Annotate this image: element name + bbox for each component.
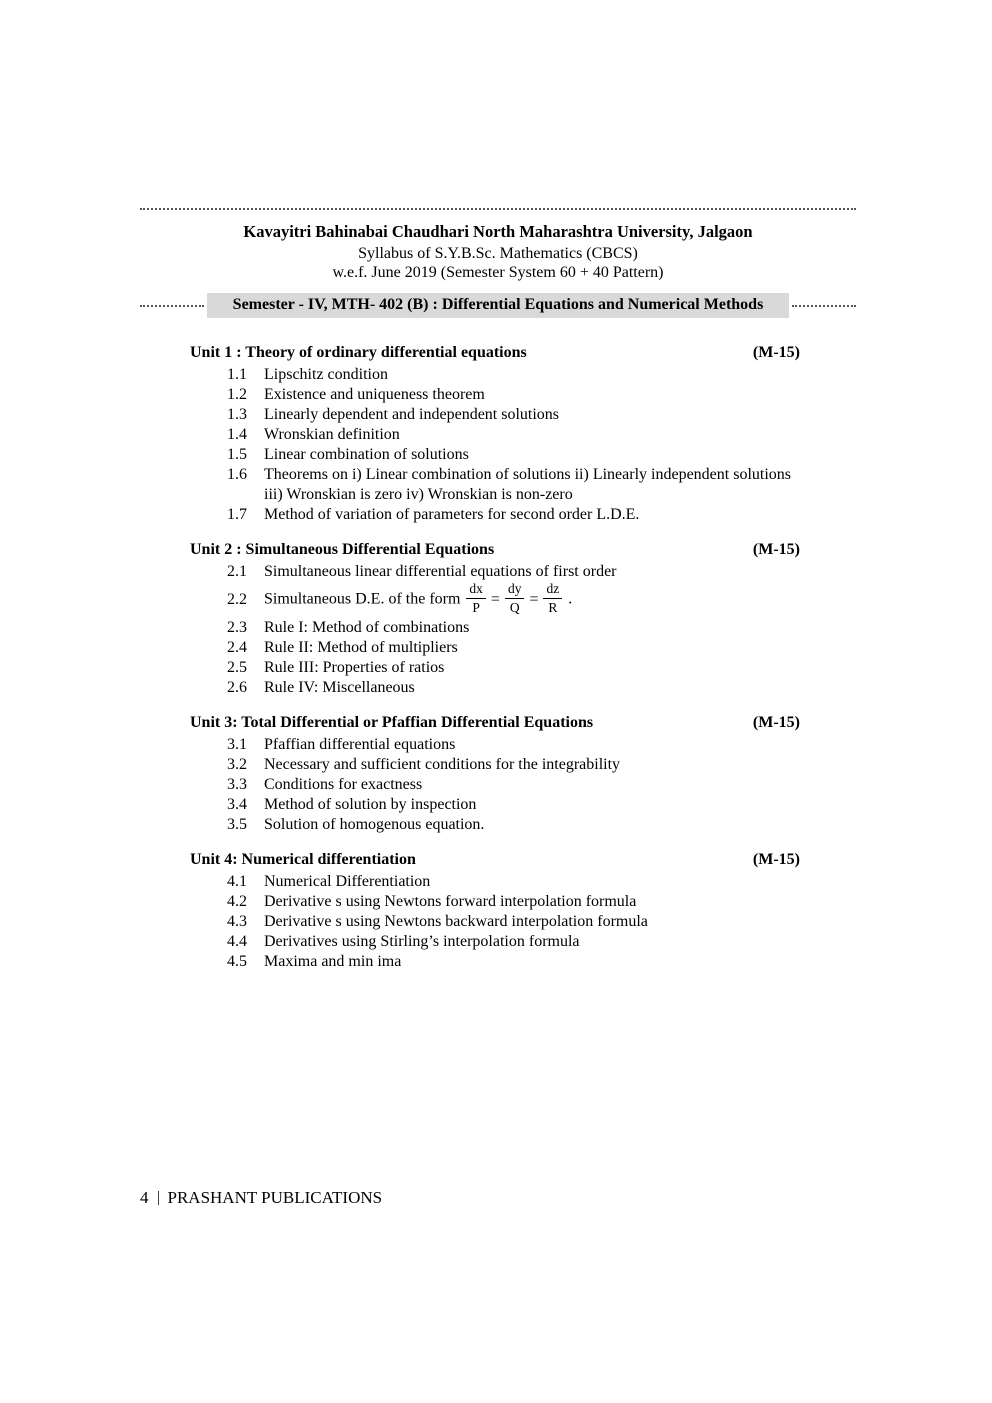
syllabus-item <box>227 425 800 445</box>
item-text: Derivative s using Newtons backward interpolation formula <box>264 913 648 930</box>
unit-title: Unit 4: Numerical differentiation <box>190 851 416 868</box>
fraction-numerator: dx <box>466 581 486 599</box>
unit-marks: (M-15) <box>752 714 800 731</box>
syllabus-item <box>227 872 800 892</box>
item-number: 3.5 <box>227 816 247 833</box>
item-number: 1.5 <box>227 446 247 463</box>
fraction-denominator: R <box>548 599 558 615</box>
unit-title: Unit 2 : Simultaneous Differential Equations <box>190 541 495 558</box>
item-number: 3.4 <box>227 796 247 813</box>
syllabus-item <box>227 912 800 932</box>
item-number: 1.4 <box>227 426 247 443</box>
fraction-denominator: P <box>472 599 480 615</box>
item-text <box>264 580 800 617</box>
item-number: 1.2 <box>227 386 247 403</box>
page-footer <box>140 1188 382 1208</box>
semester-banner-title: Semester - IV, MTH- 402 (B) : Differential Equations and Numerical Methods <box>207 293 789 318</box>
item-text-before: Simultaneous D.E. of the form <box>264 590 465 608</box>
units-container <box>140 342 856 972</box>
item-number: 4.3 <box>227 913 247 930</box>
unit-title: Unit 3: Total Differential or Pfaffian Differential Equations <box>190 714 594 731</box>
syllabus-item <box>227 775 800 795</box>
item-text: Lipschitz condition <box>264 366 388 383</box>
syllabus-item <box>227 505 800 525</box>
syllabus-item <box>227 562 800 582</box>
item-number: 1.6 <box>227 466 247 483</box>
item-text: Rule II: Method of multipliers <box>264 639 458 656</box>
item-text: Linear combination of solutions <box>264 446 469 463</box>
item-text: Numerical Differentiation <box>264 873 431 890</box>
page-header <box>140 222 856 282</box>
unit-header <box>190 539 800 560</box>
syllabus-item <box>227 892 800 912</box>
unit-header <box>190 342 800 363</box>
unit-header <box>190 849 800 870</box>
item-text: Method of variation of parameters for second order L.D.E. <box>264 506 640 523</box>
unit-marks: (M-15) <box>752 541 800 558</box>
unit-section <box>190 539 800 698</box>
item-text: Rule I: Method of combinations <box>264 619 470 636</box>
item-number: 2.2 <box>227 591 247 608</box>
syllabus-line: Syllabus of S.Y.B.Sc. Mathematics (CBCS) <box>358 245 638 262</box>
syllabus-item <box>227 678 800 698</box>
syllabus-item <box>227 405 800 425</box>
item-number: 4.2 <box>227 893 247 910</box>
item-text: Conditions for exactness <box>264 776 423 793</box>
syllabus-item <box>227 658 800 678</box>
item-text-after: . <box>564 590 573 608</box>
syllabus-item <box>227 385 800 405</box>
item-number: 4.4 <box>227 933 247 950</box>
item-number: 2.3 <box>227 619 247 636</box>
item-text: Pfaffian differential equations <box>264 736 456 753</box>
item-text: Derivatives using Stirling’s interpolation formula <box>264 933 580 950</box>
item-text: Rule III: Properties of ratios <box>264 659 445 676</box>
item-text: Solution of homogenous equation. <box>264 816 485 833</box>
item-number: 3.2 <box>227 756 247 773</box>
item-text: Linearly dependent and independent solutions <box>264 406 560 423</box>
equals-sign: = <box>529 590 539 608</box>
item-text: Theorems on i) Linear combination of solutions ii) Linearly independent solutions iii) Wronskian is zero iv) Wronskian is non-zero <box>264 466 791 503</box>
syllabus-item <box>227 638 800 658</box>
unit-header <box>190 712 800 733</box>
page-number: 4 <box>140 1188 149 1207</box>
item-text: Existence and uniqueness theorem <box>264 386 485 403</box>
item-text: Wronskian definition <box>264 426 400 443</box>
item-text: Derivative s using Newtons forward interpolation formula <box>264 893 637 910</box>
syllabus-item <box>227 795 800 815</box>
syllabus-item <box>227 365 800 385</box>
unit-title: Unit 1 : Theory of ordinary differential equations <box>190 344 527 361</box>
fraction-denominator: Q <box>509 599 520 615</box>
item-number: 2.5 <box>227 659 247 676</box>
item-number: 3.3 <box>227 776 247 793</box>
fraction-numerator: dy <box>505 581 525 599</box>
wef-line: w.e.f. June 2019 (Semester System 60 + 40 Pattern) <box>332 264 664 281</box>
item-number: 1.7 <box>227 506 247 523</box>
syllabus-item <box>227 815 800 835</box>
equals-sign: = <box>490 590 500 608</box>
item-number: 2.1 <box>227 563 247 580</box>
item-number: 3.1 <box>227 736 247 753</box>
fraction <box>505 581 525 615</box>
publisher-name: PRASHANT PUBLICATIONS <box>167 1188 383 1207</box>
footer-separator <box>158 1191 159 1205</box>
fraction-numerator: dz <box>543 581 562 599</box>
banner-dotted-right <box>792 305 856 307</box>
semester-banner-row <box>140 293 856 318</box>
item-number: 1.1 <box>227 366 247 383</box>
item-text: Simultaneous linear differential equations of first order <box>264 563 617 580</box>
syllabus-item <box>227 582 800 618</box>
syllabus-item <box>227 735 800 755</box>
unit-marks: (M-15) <box>752 851 800 868</box>
unit-section <box>190 342 800 525</box>
page-content <box>140 208 856 986</box>
syllabus-item <box>227 755 800 775</box>
syllabus-item <box>227 445 800 465</box>
unit-section <box>190 849 800 972</box>
fraction <box>466 581 486 615</box>
item-text: Rule IV: Miscellaneous <box>264 679 415 696</box>
item-text: Method of solution by inspection <box>264 796 477 813</box>
item-text: Necessary and sufficient conditions for the integrability <box>264 756 621 773</box>
syllabus-item <box>227 618 800 638</box>
syllabus-item <box>227 932 800 952</box>
syllabus-item <box>227 952 800 972</box>
fraction <box>543 581 562 615</box>
university-name: Kavayitri Bahinabai Chaudhari North Maharashtra University, Jalgaon <box>243 222 753 241</box>
unit-section <box>190 712 800 835</box>
syllabus-item <box>227 465 800 505</box>
item-text: Maxima and min ima <box>264 953 402 970</box>
item-number: 1.3 <box>227 406 247 423</box>
item-number: 2.6 <box>227 679 247 696</box>
top-dotted-rule <box>140 208 856 210</box>
item-number: 2.4 <box>227 639 247 656</box>
item-number: 4.5 <box>227 953 247 970</box>
unit-marks: (M-15) <box>752 344 800 361</box>
item-number: 4.1 <box>227 873 247 890</box>
banner-dotted-left <box>140 305 204 307</box>
